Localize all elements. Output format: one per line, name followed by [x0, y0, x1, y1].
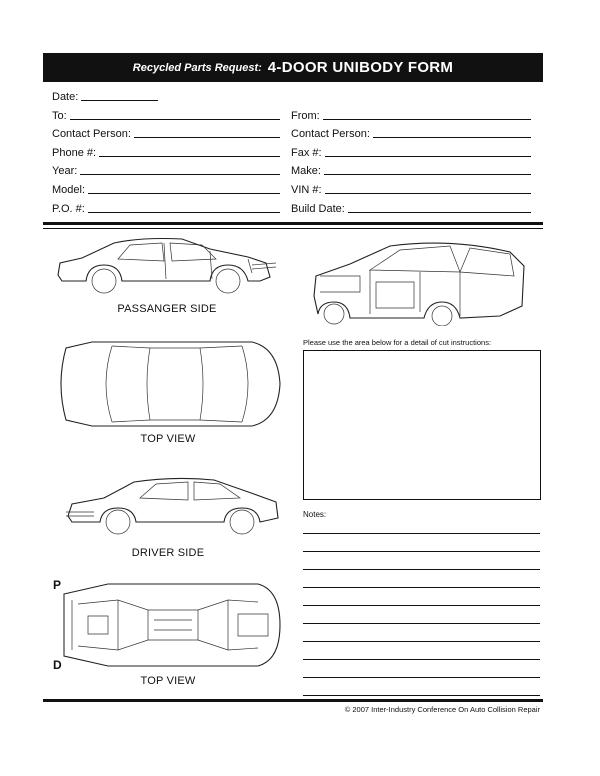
contact-person-left-field[interactable]: [52, 126, 280, 140]
make-field[interactable]: [291, 163, 531, 177]
contact-person-right-field[interactable]: [291, 126, 531, 140]
phone-label: Phone #:: [52, 147, 97, 159]
from-field[interactable]: [291, 108, 531, 122]
po-label: P.O. #:: [52, 203, 85, 215]
note-line: [303, 605, 540, 606]
form-header: [43, 53, 543, 82]
form-subtitle: Recycled Parts Request:: [132, 61, 262, 74]
year-field[interactable]: [52, 163, 280, 177]
copyright-footer: © 2007 Inter-Industry Conference On Auto Collision Repair: [344, 705, 540, 714]
notes-label: Notes:: [303, 510, 327, 519]
driver-marker: D: [53, 658, 62, 672]
note-line: [303, 533, 540, 534]
note-line: [303, 587, 540, 588]
note-line: [303, 641, 540, 642]
po-field[interactable]: [52, 201, 280, 215]
top-view-caption-1: TOP VIEW: [140, 433, 196, 445]
build-date-label: Build Date:: [291, 203, 345, 215]
year-label: Year:: [52, 165, 78, 177]
passenger-marker: P: [53, 578, 62, 592]
vin-label: VIN #:: [291, 184, 322, 196]
phone-field[interactable]: [52, 145, 280, 159]
top-view-caption-2: TOP VIEW: [140, 675, 196, 687]
model-label: Model:: [52, 184, 86, 196]
build-date-field[interactable]: [291, 201, 531, 215]
contact-person-left-label: Contact Person:: [52, 128, 131, 140]
cut-instructions-area[interactable]: [303, 350, 541, 500]
footer-divider: [43, 699, 543, 702]
date-field[interactable]: [52, 89, 158, 103]
note-line: [303, 695, 540, 696]
form-title: 4-DOOR UNIBODY FORM: [267, 59, 454, 76]
cut-instructions-label: Please use the area below for a detail of cut instructions:: [303, 338, 492, 347]
fax-field[interactable]: [291, 145, 531, 159]
vin-field[interactable]: [291, 182, 531, 196]
note-line: [303, 659, 540, 660]
fax-label: Fax #:: [291, 147, 322, 159]
from-label: From:: [291, 110, 320, 122]
driver-side-caption: DRIVER SIDE: [131, 547, 205, 559]
date-label: Date:: [52, 91, 79, 103]
to-label: To:: [52, 110, 67, 122]
note-line: [303, 551, 540, 552]
perspective-body-diagram[interactable]: [310, 236, 532, 326]
contact-person-right-label: Contact Person:: [291, 128, 370, 140]
top-view-diagram[interactable]: [52, 338, 284, 430]
passenger-side-caption: PASSANGER SIDE: [117, 303, 217, 315]
make-label: Make:: [291, 165, 321, 177]
note-line: [303, 677, 540, 678]
note-line: [303, 623, 540, 624]
note-line: [303, 569, 540, 570]
to-field[interactable]: [52, 108, 280, 122]
divider-thin: [43, 228, 543, 229]
divider-thick: [43, 222, 543, 225]
driver-side-diagram[interactable]: [64, 472, 282, 542]
passenger-side-diagram[interactable]: [52, 233, 280, 303]
model-field[interactable]: [52, 182, 280, 196]
underbody-top-view-diagram[interactable]: [58, 580, 284, 670]
